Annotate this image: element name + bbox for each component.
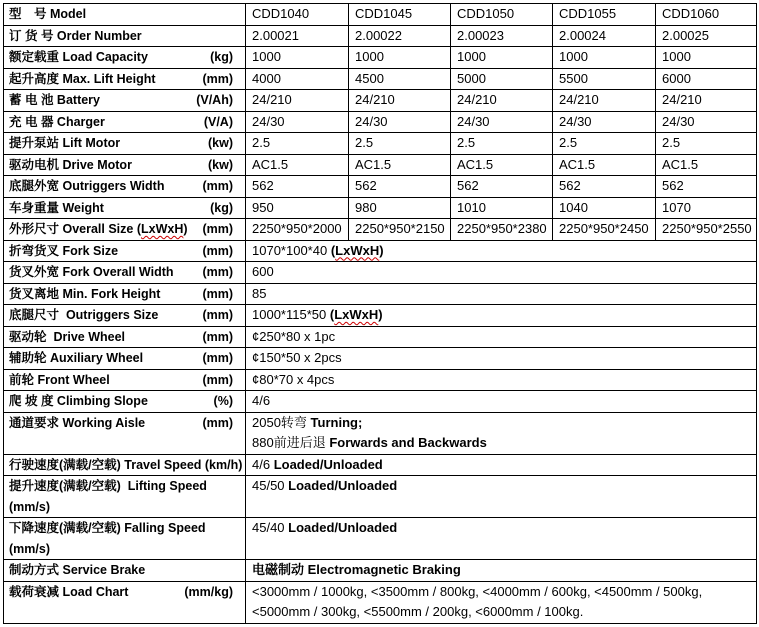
text-run: Order Number	[56, 28, 142, 43]
value-charger-col3: 24/30	[451, 111, 553, 133]
text-run: Climbing Slope	[56, 394, 148, 408]
value-lift-motor-col2: 2.5	[349, 133, 451, 155]
text-run: Lifting Speed	[127, 479, 207, 493]
value-fork-size	[246, 240, 757, 262]
value-model-col3: CDD1050	[451, 4, 553, 26]
table-row-outriggers-size	[4, 305, 757, 327]
row-label-line	[9, 370, 245, 391]
text-run: 底腿外宽	[9, 179, 63, 193]
row-label-text	[9, 90, 196, 111]
value-max-lift-height-col5: 6000	[656, 68, 757, 90]
table-row-drive-wheel	[4, 326, 757, 348]
row-label-text	[9, 198, 210, 219]
row-label-line	[9, 155, 245, 176]
text-run: ¢150*50 x 2pcs	[252, 350, 342, 365]
value-service-brake	[246, 560, 757, 582]
text-run: Fork Size	[62, 243, 119, 258]
text-run: 通道要求	[9, 415, 63, 430]
row-label-overall-size	[4, 219, 246, 241]
row-unit-load-chart: (mm/kg)	[184, 584, 233, 599]
text-run: 880前进后退	[252, 435, 330, 450]
row-label-text	[9, 133, 208, 154]
text-run: Service Brake	[62, 563, 146, 577]
text-run: Weight	[62, 200, 104, 215]
table-row-lift-motor	[4, 133, 757, 155]
table-row-outriggers-width	[4, 176, 757, 198]
row-label-drive-motor	[4, 154, 246, 176]
value-lift-motor-col3: 2.5	[451, 133, 553, 155]
text-run: 驱动轮	[9, 329, 54, 344]
row-label-text	[9, 176, 202, 197]
text-run: Auxiliary Wheel	[49, 351, 144, 365]
row-label-drive-wheel	[4, 326, 246, 348]
table-row-charger	[4, 111, 757, 133]
text-run: 45/40	[252, 520, 289, 535]
row-label-text	[9, 7, 86, 21]
table-row-drive-motor	[4, 154, 757, 176]
text-run: 型 号	[9, 7, 50, 21]
row-label-falling-speed	[4, 518, 246, 560]
text-run: 制动方式	[9, 563, 63, 577]
row-label-load-chart	[4, 581, 246, 623]
text-run: Electromagnetic Braking	[307, 562, 461, 577]
row-label-line	[9, 327, 245, 348]
row-label-text	[9, 155, 208, 176]
row-label-line	[9, 305, 245, 326]
value-weight-col1: 950	[246, 197, 349, 219]
table-row-travel-speed	[4, 454, 757, 476]
value-lift-motor-col5: 2.5	[656, 133, 757, 155]
table-row-fork-overall-width	[4, 262, 757, 284]
table-row-battery	[4, 90, 757, 112]
row-label-text	[9, 348, 202, 369]
value-battery-col1: 24/210	[246, 90, 349, 112]
text-run: )	[183, 222, 188, 236]
row-label-text	[9, 521, 206, 535]
table-row-load-chart	[4, 581, 757, 623]
text-run: 前轮	[9, 372, 38, 387]
text-run: 货叉离地	[9, 286, 63, 301]
table-row-min-fork-height	[4, 283, 757, 305]
table-row-order-number	[4, 25, 757, 47]
value-order-number-col2: 2.00022	[349, 25, 451, 47]
text-run: Fork Overall Width	[62, 265, 174, 279]
text-run: <3000mm / 1000kg, <3500mm / 800kg, <4000mm / 600kg, <4500mm / 500kg,	[252, 583, 703, 599]
value-front-wheel	[246, 369, 757, 391]
value-model-col2: CDD1045	[349, 4, 451, 26]
table-row-fork-size	[4, 240, 757, 262]
row-label-min-fork-height	[4, 283, 246, 305]
text-run: 外形尺寸	[9, 222, 63, 236]
row-label-line	[9, 455, 245, 476]
row-label-line	[9, 262, 245, 283]
row-label-line	[9, 219, 245, 240]
value-outriggers-width-col2: 562	[349, 176, 451, 198]
row-label-working-aisle	[4, 412, 246, 454]
value-order-number-col3: 2.00023	[451, 25, 553, 47]
row-label-text	[9, 262, 202, 283]
row-unit-fork-overall-width: (mm)	[202, 265, 233, 279]
text-run: Max. Lift Height	[62, 71, 156, 86]
value-battery-col2: 24/210	[349, 90, 451, 112]
value-battery-col5: 24/210	[656, 90, 757, 112]
row-label-text	[9, 370, 202, 391]
value-drive-wheel	[246, 326, 757, 348]
text-run: 驱动电机	[9, 157, 63, 172]
value-outriggers-width-col1: 562	[246, 176, 349, 198]
row-label-fork-overall-width	[4, 262, 246, 284]
text-run: 提升速度(满载/空载)	[9, 479, 128, 493]
row-label-line	[9, 284, 245, 305]
row-label-battery	[4, 90, 246, 112]
row-label-line	[9, 133, 245, 154]
value-load-capacity-col1: 1000	[246, 47, 349, 69]
row-unit-outriggers-width: (mm)	[202, 179, 233, 193]
row-label-text	[9, 458, 242, 472]
text-run: Outriggers Width	[62, 179, 165, 193]
text-run: Travel Speed (km/h)	[124, 457, 243, 472]
row-unit-auxiliary-wheel: (mm)	[202, 351, 233, 365]
value-drive-motor-col3: AC1.5	[451, 154, 553, 176]
value-outriggers-width-col3: 562	[451, 176, 553, 198]
text-run: Charger	[56, 114, 105, 129]
table-row-max-lift-height	[4, 68, 757, 90]
text-run: <5000mm / 300kg, <5500mm / 200kg, <6000mm / 100kg.	[252, 604, 584, 619]
row-label-order-number	[4, 25, 246, 47]
value-load-capacity-col4: 1000	[553, 47, 656, 69]
text-run: )	[378, 307, 383, 322]
row-label-line	[9, 518, 245, 539]
table-row-climbing-slope	[4, 391, 757, 413]
value-battery-col4: 24/210	[553, 90, 656, 112]
row-unit-max-lift-height: (mm)	[202, 71, 233, 86]
text-run: 4/6	[252, 456, 274, 472]
row-label-line	[9, 176, 245, 197]
text-run: 提升泵站	[9, 136, 63, 150]
text-run: Loaded/Unloaded	[288, 520, 398, 535]
text-run: 电磁制动	[252, 562, 308, 577]
text-run: 订 货 号	[9, 28, 57, 43]
row-label-front-wheel	[4, 369, 246, 391]
row-label-text	[9, 69, 202, 90]
value-working-aisle	[246, 412, 757, 454]
value-overall-size-col3: 2250*950*2380	[451, 219, 553, 241]
row-unit-battery: (V/Ah)	[196, 93, 233, 107]
value-order-number-col1: 2.00021	[246, 25, 349, 47]
value-lift-motor-col1: 2.5	[246, 133, 349, 155]
row-unit-weight: (kg)	[210, 200, 233, 215]
table-row-overall-size	[4, 219, 757, 241]
row-label-text	[9, 327, 202, 348]
text-run: )	[379, 242, 384, 258]
row-label-line	[9, 4, 245, 25]
row-label-lift-motor	[4, 133, 246, 155]
row-label-line	[9, 90, 245, 111]
table-row-load-capacity	[4, 47, 757, 69]
text-run: 85	[252, 285, 267, 301]
text-run: Load Capacity	[62, 50, 148, 64]
text-run: Forwards and Backwards	[329, 435, 487, 450]
row-unit-fork-size: (mm)	[202, 243, 233, 258]
row-unit-working-aisle: (mm)	[202, 415, 233, 430]
value-fork-overall-width	[246, 262, 757, 284]
table-row-weight	[4, 197, 757, 219]
row-unit-load-capacity: (kg)	[210, 50, 233, 64]
row-label-text	[9, 563, 145, 577]
value-weight-col4: 1040	[553, 197, 656, 219]
text-run: (	[330, 242, 336, 258]
text-run: 辅助轮	[9, 351, 50, 365]
value-load-chart	[246, 581, 757, 623]
row-label-line	[9, 241, 245, 262]
value-charger-col2: 24/30	[349, 111, 451, 133]
row-label-auxiliary-wheel	[4, 348, 246, 370]
row-unit-min-fork-height: (mm)	[202, 286, 233, 301]
row-unit-lift-motor: (kw)	[208, 136, 233, 150]
text-run: 折弯货叉	[9, 243, 63, 258]
value-min-fork-height	[246, 283, 757, 305]
row-label-text	[9, 391, 214, 412]
table-row-falling-speed	[4, 518, 757, 560]
value-outriggers-width-col5: 562	[656, 176, 757, 198]
row-label-line	[9, 348, 245, 369]
text-run: (	[329, 307, 335, 322]
text-run: Model	[49, 7, 87, 21]
row-label-outriggers-size	[4, 305, 246, 327]
row-unit-falling-speed: (mm/s)	[9, 541, 50, 556]
row-unit-lifting-speed: (mm/s)	[9, 499, 50, 514]
text-run: 1000*115*50	[252, 307, 330, 322]
row-label-text	[9, 47, 210, 68]
value-weight-col3: 1010	[451, 197, 553, 219]
row-label-line	[9, 69, 245, 90]
value-outriggers-width-col4: 562	[553, 176, 656, 198]
table-row-front-wheel	[4, 369, 757, 391]
text-run: 车身重量	[9, 200, 63, 215]
value-load-capacity-col2: 1000	[349, 47, 451, 69]
text-run: 载荷衰减	[9, 584, 63, 599]
text-run: ¢250*80 x 1pc	[252, 328, 336, 344]
text-run: Falling Speed	[124, 521, 206, 535]
value-falling-speed	[246, 518, 757, 560]
value-order-number-col5: 2.00025	[656, 25, 757, 47]
row-unit-charger: (V/A)	[203, 114, 233, 129]
row-label-lifting-speed	[4, 476, 246, 518]
value-weight-col5: 1070	[656, 197, 757, 219]
row-unit-drive-wheel: (mm)	[202, 329, 233, 344]
row-label-load-capacity	[4, 47, 246, 69]
text-run: ¢80*70 x 4pcs	[252, 371, 335, 387]
value-overall-size-col4: 2250*950*2450	[553, 219, 656, 241]
row-label-text	[9, 284, 202, 305]
row-label-line	[9, 476, 245, 497]
text-run: 充 电 器	[9, 114, 57, 129]
row-label-line	[9, 582, 245, 603]
value-order-number-col4: 2.00024	[553, 25, 656, 47]
row-label-text	[9, 112, 204, 133]
value-climbing-slope	[246, 391, 757, 413]
table-row-auxiliary-wheel	[4, 348, 757, 370]
table-row-working-aisle	[4, 412, 757, 454]
row-label-line	[9, 198, 245, 219]
value-model-col5: CDD1060	[656, 4, 757, 26]
value-charger-col4: 24/30	[553, 111, 656, 133]
text-run: 底腿尺寸	[9, 308, 66, 322]
row-unit-overall-size: (mm)	[202, 222, 233, 236]
value-load-capacity-col5: 1000	[656, 47, 757, 69]
value-drive-motor-col1: AC1.5	[246, 154, 349, 176]
row-label-charger	[4, 111, 246, 133]
row-unit-drive-motor: (kw)	[208, 157, 233, 172]
table-row-model	[4, 4, 757, 26]
value-overall-size-col1: 2250*950*2000	[246, 219, 349, 241]
text-run: Working Aisle	[62, 415, 146, 430]
value-battery-col3: 24/210	[451, 90, 553, 112]
text-run: Loaded/Unloaded	[273, 456, 383, 472]
value-max-lift-height-col4: 5500	[553, 68, 656, 90]
value-travel-speed	[246, 454, 757, 476]
row-unit-climbing-slope: (%)	[213, 394, 233, 408]
row-label-model	[4, 4, 246, 26]
row-label-text	[9, 479, 207, 493]
row-label-outriggers-width	[4, 176, 246, 198]
text-run: 45/50	[252, 478, 289, 493]
value-drive-motor-col4: AC1.5	[553, 154, 656, 176]
row-label-max-lift-height	[4, 68, 246, 90]
text-run: Load Chart	[62, 584, 129, 599]
text-run: 2050转弯	[252, 414, 311, 430]
value-load-capacity-col3: 1000	[451, 47, 553, 69]
text-run: 爬 坡 度	[9, 394, 57, 408]
table-row-service-brake	[4, 560, 757, 582]
row-label-climbing-slope	[4, 391, 246, 413]
row-label-line	[9, 413, 245, 434]
value-max-lift-height-col2: 4500	[349, 68, 451, 90]
value-max-lift-height-col3: 5000	[451, 68, 553, 90]
text-run: 起升高度	[9, 71, 63, 86]
row-label-line	[9, 47, 245, 68]
text-run: 行驶速度(满载/空载)	[9, 457, 125, 472]
text-run: Turning;	[310, 414, 363, 430]
text-run: 蓄 电 池	[9, 93, 57, 107]
text-run: LxWxH	[334, 307, 379, 322]
row-label-text	[9, 582, 184, 603]
text-run: LxWxH	[335, 242, 380, 258]
value-auxiliary-wheel	[246, 348, 757, 370]
value-charger-col5: 24/30	[656, 111, 757, 133]
text-run: 货叉外宽	[9, 265, 63, 279]
text-run: Loaded/Unloaded	[288, 478, 398, 493]
value-model-col1: CDD1040	[246, 4, 349, 26]
text-run: Overall Size (	[62, 222, 141, 236]
value-overall-size-col2: 2250*950*2150	[349, 219, 451, 241]
row-label-text	[9, 305, 202, 326]
row-unit-outriggers-size: (mm)	[202, 308, 233, 322]
row-label-line	[9, 560, 245, 581]
text-run: 600	[252, 264, 274, 279]
text-run: Outriggers Size	[65, 308, 159, 322]
spec-table-body	[4, 4, 757, 624]
text-run: Drive Motor	[62, 157, 132, 172]
text-run: Lift Motor	[62, 136, 121, 150]
table-row-lifting-speed	[4, 476, 757, 518]
row-label-weight	[4, 197, 246, 219]
value-charger-col1: 24/30	[246, 111, 349, 133]
value-drive-motor-col2: AC1.5	[349, 154, 451, 176]
row-label-text	[9, 413, 202, 434]
text-run: Battery	[56, 93, 100, 107]
row-unit-front-wheel: (mm)	[202, 372, 233, 387]
value-model-col4: CDD1055	[553, 4, 656, 26]
value-outriggers-size	[246, 305, 757, 327]
row-label-text	[9, 29, 142, 43]
text-run: 1070*100*40	[252, 242, 331, 258]
row-label-line	[9, 112, 245, 133]
text-run: 下降速度(满载/空载)	[9, 521, 125, 535]
spec-table	[3, 3, 757, 624]
text-run: 额定载重	[9, 50, 63, 64]
value-weight-col2: 980	[349, 197, 451, 219]
text-run: Drive Wheel	[53, 329, 126, 344]
row-label-travel-speed	[4, 454, 246, 476]
text-run: Min. Fork Height	[62, 286, 161, 301]
row-label-line	[9, 26, 245, 47]
value-overall-size-col5: 2250*950*2550	[656, 219, 757, 241]
text-run: LxWxH	[141, 222, 184, 236]
value-max-lift-height-col1: 4000	[246, 68, 349, 90]
value-lifting-speed	[246, 476, 757, 518]
row-label-service-brake	[4, 560, 246, 582]
text-run: 4/6	[252, 393, 271, 408]
value-lift-motor-col4: 2.5	[553, 133, 656, 155]
row-label-fork-size	[4, 240, 246, 262]
row-label-line	[9, 391, 245, 412]
row-label-text	[9, 219, 202, 240]
value-drive-motor-col5: AC1.5	[656, 154, 757, 176]
row-label-text	[9, 241, 202, 262]
text-run: Front Wheel	[37, 372, 110, 387]
